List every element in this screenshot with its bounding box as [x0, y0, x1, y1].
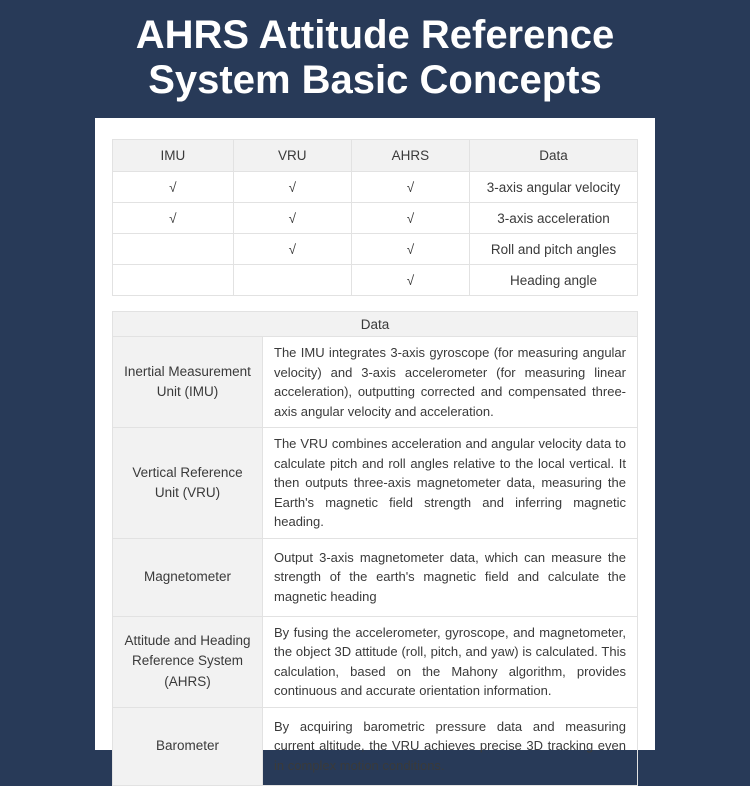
column-header-data: Data	[470, 140, 638, 172]
check-cell: √	[351, 234, 469, 265]
comparison-table	[112, 139, 638, 296]
term-cell: Attitude and Heading Reference System (AHRS)	[113, 616, 263, 707]
definition-table-header-row	[113, 312, 638, 337]
page-title-line1: AHRS Attitude Reference	[135, 13, 615, 57]
check-cell: √	[113, 203, 234, 234]
comparison-table-header-row	[113, 140, 638, 172]
term-cell: Barometer	[113, 707, 263, 785]
table-row	[113, 616, 638, 707]
check-cell: √	[351, 172, 469, 203]
table-row	[113, 203, 638, 234]
table-row	[113, 428, 638, 539]
data-label-cell: Roll and pitch angles	[470, 234, 638, 265]
term-cell: Vertical Reference Unit (VRU)	[113, 428, 263, 539]
check-cell: √	[351, 265, 469, 296]
table-row	[113, 265, 638, 296]
table-row	[113, 234, 638, 265]
table-row	[113, 172, 638, 203]
check-cell: √	[351, 203, 469, 234]
description-cell: Output 3-axis magnetometer data, which can measure the strength of the earth's magnetic field and calculate the magnetic heading	[263, 538, 638, 616]
data-label-cell: 3-axis angular velocity	[470, 172, 638, 203]
column-header-vru: VRU	[233, 140, 351, 172]
check-cell	[113, 234, 234, 265]
column-header-ahrs: AHRS	[351, 140, 469, 172]
check-cell: √	[233, 203, 351, 234]
description-cell: The VRU combines acceleration and angular velocity data to calculate pitch and roll angles relative to the local vertical. It then outputs three-axis magnetometer data, measuring the Earth's magnetic field strength and inferring magnetic heading.	[263, 428, 638, 539]
page-title-line2: System Basic Concepts	[148, 58, 602, 103]
data-label-cell: 3-axis acceleration	[470, 203, 638, 234]
table-row	[113, 707, 638, 785]
definition-table-header: Data	[113, 312, 638, 337]
check-cell: √	[233, 172, 351, 203]
check-cell: √	[113, 172, 234, 203]
term-cell: Magnetometer	[113, 538, 263, 616]
definition-table	[112, 311, 638, 786]
data-label-cell: Heading angle	[470, 265, 638, 296]
check-cell	[113, 265, 234, 296]
content-card	[95, 118, 655, 773]
check-cell: √	[233, 234, 351, 265]
description-cell: The IMU integrates 3-axis gyroscope (for measuring angular velocity) and 3-axis accelerometer (for measuring linear acceleration), outputting corrected and compensated three-axis angular velocity and acceleration.	[263, 337, 638, 428]
description-cell: By fusing the accelerometer, gyroscope, and magnetometer, the object 3D attitude (roll, pitch, and yaw) is calculated. This calculation, based on the Mahony algorithm, provides continuous and accurate orientation information.	[263, 616, 638, 707]
table-row	[113, 538, 638, 616]
column-header-imu: IMU	[113, 140, 234, 172]
check-cell	[233, 265, 351, 296]
page-title	[0, 0, 750, 103]
table-row	[113, 337, 638, 428]
term-cell: Inertial Measurement Unit (IMU)	[113, 337, 263, 428]
description-cell: By acquiring barometric pressure data and measuring current altitude, the VRU achieves precise 3D tracking even in complex motion conditions.	[263, 707, 638, 785]
